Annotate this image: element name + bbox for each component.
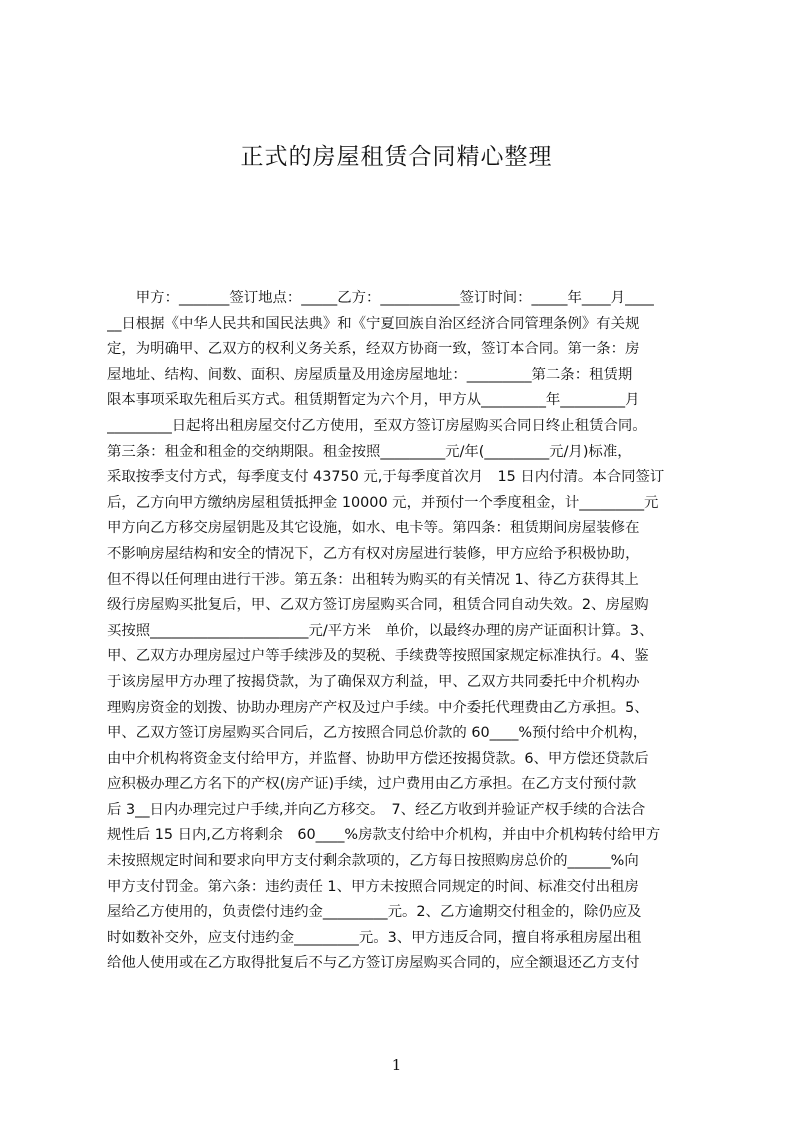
body-line: 理购房资金的划拨、协助办理房产产权及过户手续。中介委托代理费由乙方承担。5、 [107,699,649,716]
body-line: 未按照规定时间和要求向甲方支付剩余款项的，乙方每日按照购房总价的______%向 [107,853,639,870]
body-line: 于该房屋甲方办理了按揭贷款，为了确保双方利益，甲、乙双方共同委托中介机构办 [107,673,640,690]
body-line: 第三条：租金和租金的交纳期限。租金按照_________元/年(_________元/月)标准， [107,443,632,460]
page-number: 1 [391,1056,402,1074]
body-line: 甲方支付罚金。第六条：违约责任 1、甲方未按照合同规定的时间、标准交付出租房 [107,878,639,895]
body-line: 级行房屋购买批复后，甲、乙双方签订房屋购买合同，租赁合同自动失效。2、房屋购 [107,597,649,614]
body-line: 甲、乙双方签订房屋购买合同后，乙方按照合同总价款的 60____%预付给中介机构， [107,725,648,742]
body-line: 甲、乙双方办理房屋过户等手续涉及的契税、手续费等按照国家规定标准执行。4、鉴 [107,648,649,665]
document-title: 正式的房屋租赁合同精心整理 [240,144,553,170]
body-line: _________日起将出租房屋交付乙方使用，至双方签订房屋购买合同日终止租赁合同。 [107,417,647,434]
body-line: 定，为明确甲、乙双方的权利义务关系，经双方协商一致，签订本合同。第一条：房 [107,341,640,358]
contract-body [107,286,699,977]
body-line: 应积极办理乙方名下的产权(房产证)手续，过户费用由乙方承担。在乙方支付预付款 [107,776,637,793]
body-line: 后，乙方向甲方缴纳房屋租赁抵押金 10000 元，并预付一个季度租金，计_________元 [107,494,659,511]
body-line: 屋地址、结构、间数、面积、房屋质量及用途房屋地址：_________第二条：租赁期 [107,366,633,383]
body-line: 屋给乙方使用的，负责偿付违约金_________元。2、乙方逾期交付租金的，除仍应及 [107,904,642,921]
body-line: __日根据《中华人民共和国民法典》和《宁夏回族自治区经济合同管理条例》有关规 [107,315,640,332]
body-line: 时如数补交外，应支付违约金_________元。3、甲方违反合同，擅自将承租房屋出租 [107,929,642,946]
body-line: 限本事项采取先租后买方式。租赁期暂定为六个月，甲方从_________年_________月 [107,392,640,409]
body-line: 由中介机构将资金支付给甲方，并监督、协助甲方偿还按揭贷款。6、甲方偿还贷款后 [107,750,649,767]
body-line: 甲方：_______签订地点：_____乙方：___________签订时间：_____年____月____ [107,290,654,306]
body-line: 甲方向乙方移交房屋钥匙及其它设施，如水、电卡等。第四条：租赁期间房屋装修在 [107,520,640,537]
body-line: 买按照______________________元/平方米 单价，以最终办理的房产证面积计算。3、 [107,622,654,639]
body-line: 不影响房屋结构和安全的情况下，乙方有权对房屋进行装修，甲方应给予积极协助， [107,545,640,562]
body-line: 但不得以任何理由进行干涉。第五条：出租转为购买的有关情况 1、待乙方获得其上 [107,571,639,588]
body-line: 给他人使用或在乙方取得批复后不与乙方签订房屋购买合同的，应全额退还乙方支付 [107,955,640,972]
body-line: 规性后 15 日内,乙方将剩余 60____%房款支付给中介机构，并由中介机构转付给甲方 [107,827,661,844]
body-line: 后 3__日内办理完过户手续,并向乙方移交。 7、经乙方收到并验证产权手续的合法合 [107,801,646,818]
body-line: 采取按季支付方式，每季度支付 43750 元,于每季度首次月 15 日内付清。本合同签订 [107,469,665,486]
